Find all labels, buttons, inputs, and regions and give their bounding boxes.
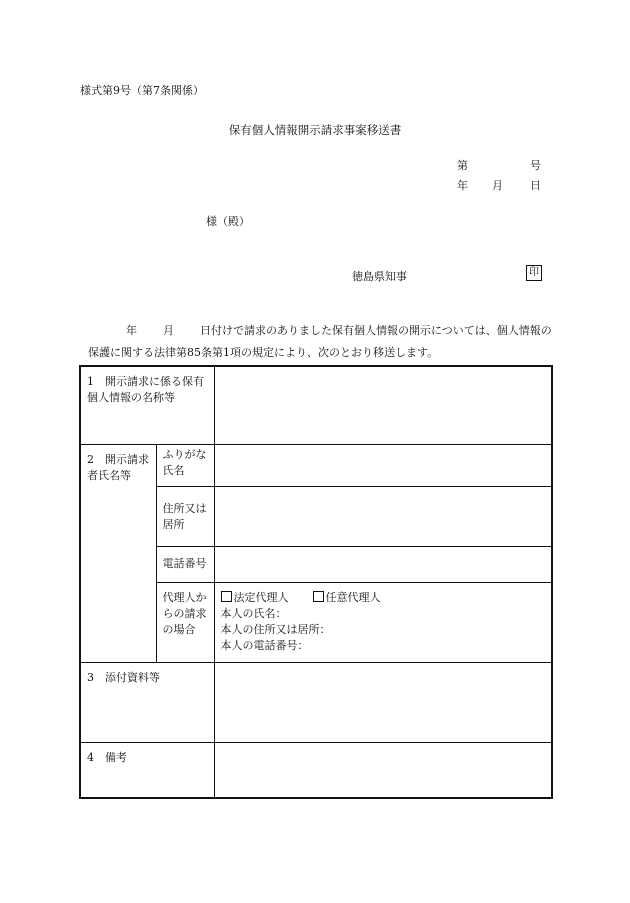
document-title: 保有個人情報開示請求事案移送書 — [228, 123, 402, 137]
table-row — [80, 662, 552, 742]
date-year: 年 — [457, 179, 468, 192]
body-month: 月 — [163, 324, 174, 337]
phone-value[interactable] — [214, 546, 552, 582]
doc-number-prefix: 第 — [457, 159, 468, 172]
name-text: 氏名 — [162, 463, 185, 477]
principal-address-label: 本人の住所又は居所： — [220, 622, 331, 636]
table-row — [80, 444, 552, 486]
agent-label: 代理人からの請求の場合 — [156, 582, 214, 662]
name-label — [156, 444, 214, 486]
doc-number-suffix: 号 — [530, 159, 541, 172]
checkbox-icon[interactable] — [313, 591, 324, 602]
body-text — [88, 320, 558, 364]
checkbox-icon[interactable] — [221, 591, 232, 602]
request-info-label: 1 開示請求に係る保有個人情報の名称等 — [80, 366, 214, 444]
agent-value — [214, 582, 552, 662]
addressee: 様（殿） — [206, 215, 250, 228]
seal-stamp: 印 — [526, 265, 542, 281]
body-sentence: 日付けで請求のありました保有個人情報の開示については、個人情報の保護に関する法律第85条第1項の規定により、次のとおり移送します。 — [88, 324, 552, 359]
voluntary-agent-label: 任意代理人 — [325, 590, 381, 604]
request-form-table — [79, 365, 553, 799]
date-day: 日 — [530, 179, 541, 192]
body-year: 年 — [126, 324, 137, 337]
remarks-value[interactable] — [214, 742, 552, 798]
name-value[interactable] — [214, 444, 552, 486]
sender-name: 徳島県知事 — [352, 270, 407, 283]
remarks-label: 4 備考 — [80, 742, 214, 798]
furigana-label: ふりがな — [162, 447, 207, 461]
date-month: 月 — [492, 179, 503, 192]
principal-phone-label: 本人の電話番号： — [220, 638, 309, 652]
form-number: 様式第9号（第7条関係） — [80, 84, 204, 97]
attachments-value[interactable] — [214, 662, 552, 742]
table-row — [80, 366, 552, 444]
voluntary-agent-option[interactable] — [313, 591, 381, 604]
requester-label: 2 開示請求者氏名等 — [80, 444, 156, 662]
attachments-label: 3 添付資料等 — [80, 662, 214, 742]
request-info-value[interactable] — [214, 366, 552, 444]
principal-name-label: 本人の氏名： — [220, 606, 287, 620]
table-row — [80, 742, 552, 798]
address-label: 住所又は居所 — [156, 486, 214, 546]
phone-label: 電話番号 — [156, 546, 214, 582]
legal-agent-option[interactable] — [221, 591, 289, 604]
address-value[interactable] — [214, 486, 552, 546]
legal-agent-label: 法定代理人 — [233, 590, 289, 604]
